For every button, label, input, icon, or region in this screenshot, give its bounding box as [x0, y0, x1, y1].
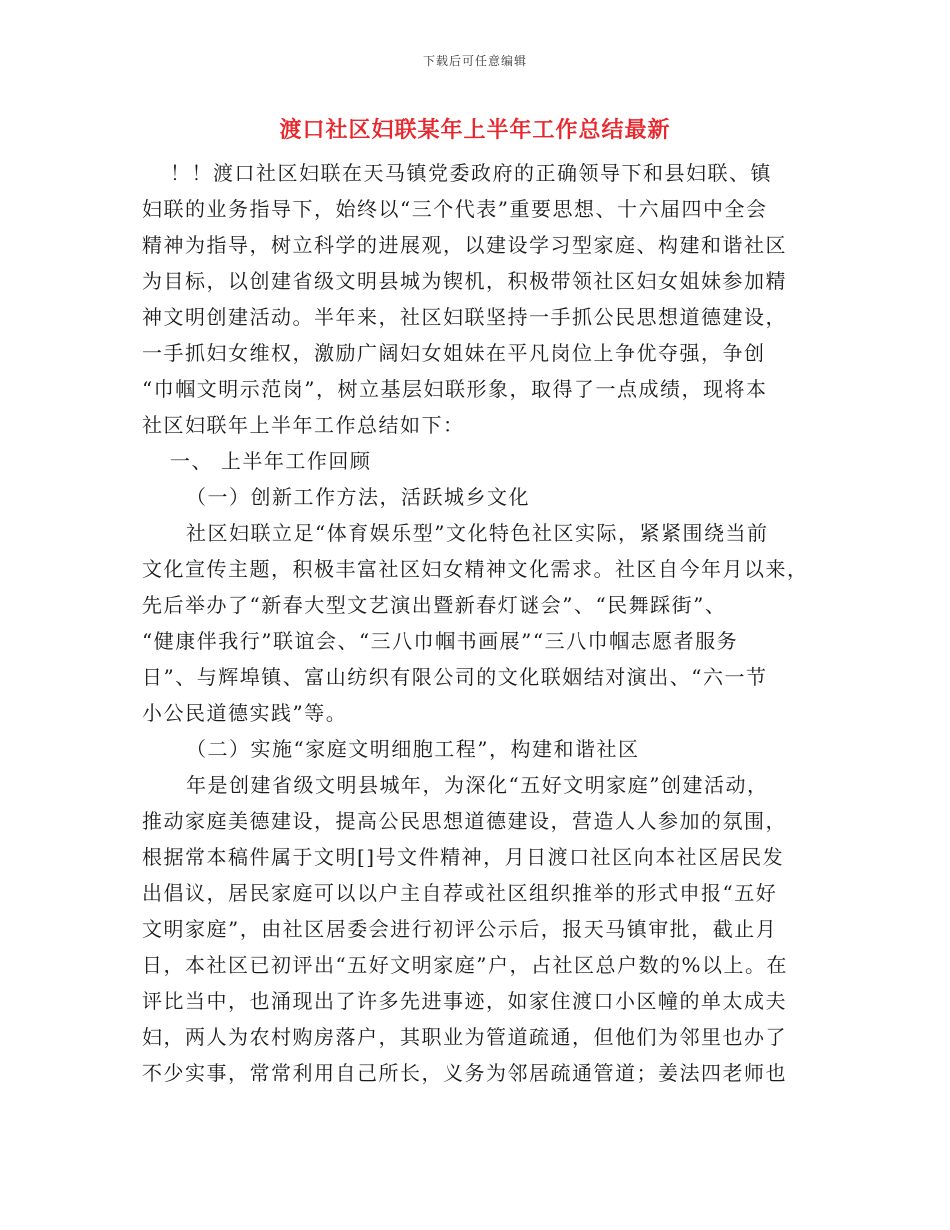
text-line: 社区妇联年上半年工作总结如下： [142, 413, 465, 437]
text-line: ！！渡口社区妇联在天马镇党委政府的正确领导下和县妇联、镇 [170, 161, 772, 185]
text-line: 精神为指导，树立科学的进展观，以建设学习型家庭、构建和谐社区 [142, 233, 787, 257]
text-line: 社区妇联立足“体育娱乐型”文化特色社区实际，紧紧围绕当前 [186, 521, 769, 545]
text-line: 小公民道德实践”等。 [142, 701, 348, 725]
text-line: 一手抓妇女维权，激励广阔妇女姐妹在平凡岗位上争优夺强，争创 [142, 341, 766, 365]
subsection-heading: （二）实施“家庭文明细胞工程”，构建和谐社区 [186, 737, 640, 761]
text-line: 日，本社区已初评出“五好文明家庭”户，占社区总户数的%以上。在 [142, 953, 788, 977]
text-line: 不少实事，常常利用自己所长，义务为邻居疏通管道；姜法四老师也 [142, 1061, 787, 1085]
text-line: 神文明创建活动。半年来，社区妇联坚持一手抓公民思想道德建设， [142, 305, 787, 329]
text-line: 评比当中，也涌现出了许多先进事迹，如家住渡口小区幢的单太成夫 [142, 989, 787, 1013]
text-line: 为目标，以创建省级文明县城为锲机，积极带领社区妇女姐妹参加精 [142, 269, 787, 293]
text-line: 出倡议，居民家庭可以以户主自荐或社区组织推举的形式申报“五好 [142, 881, 778, 905]
section-heading: 一、 上半年工作回顾 [170, 449, 372, 473]
header-note: 下载后可任意编辑 [422, 54, 527, 68]
text-line: “巾帼文明示范岗”，树立基层妇联形象，取得了一点成绩，现将本 [142, 377, 768, 401]
text-line: 文化宣传主题，积极丰富社区妇女精神文化需求。社区自今年月以来， [142, 557, 809, 581]
text-line: “健康伴我行”联谊会、“三八巾帼书画展”“三八巾帼志愿者服务 [142, 629, 739, 653]
text-line: 根据常本稿件属于文明[]号文件精神，月日渡口社区向本社区居民发 [142, 845, 785, 869]
text-line: 先后举办了“新春大型文艺演出暨新春灯谜会”、“民舞踩街”、 [142, 593, 727, 617]
document-body [142, 155, 808, 1091]
document-title: 渡口社区妇联某年上半年工作总结最新 [279, 117, 671, 143]
subsection-heading: （一）创新工作方法，活跃城乡文化 [186, 485, 530, 509]
text-line: 推动家庭美德建设，提高公民思想道德建设，营造人人参加的氛围， [142, 809, 787, 833]
text-line: 日”、与辉埠镇、富山纺织有限公司的文化联姻结对演出、“六一节 [142, 665, 768, 689]
text-line: 年是创建省级文明县城年，为深化“五好文明家庭”创建活动， [186, 773, 769, 797]
text-line: 文明家庭”，由社区居委会进行初评公示后，报天马镇审批，截止月 [142, 917, 778, 941]
text-line: 妇，两人为农村购房落户，其职业为管道疏通，但他们为邻里也办了 [142, 1025, 787, 1049]
text-line: 妇联的业务指导下，始终以“三个代表”重要思想、十六届四中全会 [142, 197, 768, 221]
